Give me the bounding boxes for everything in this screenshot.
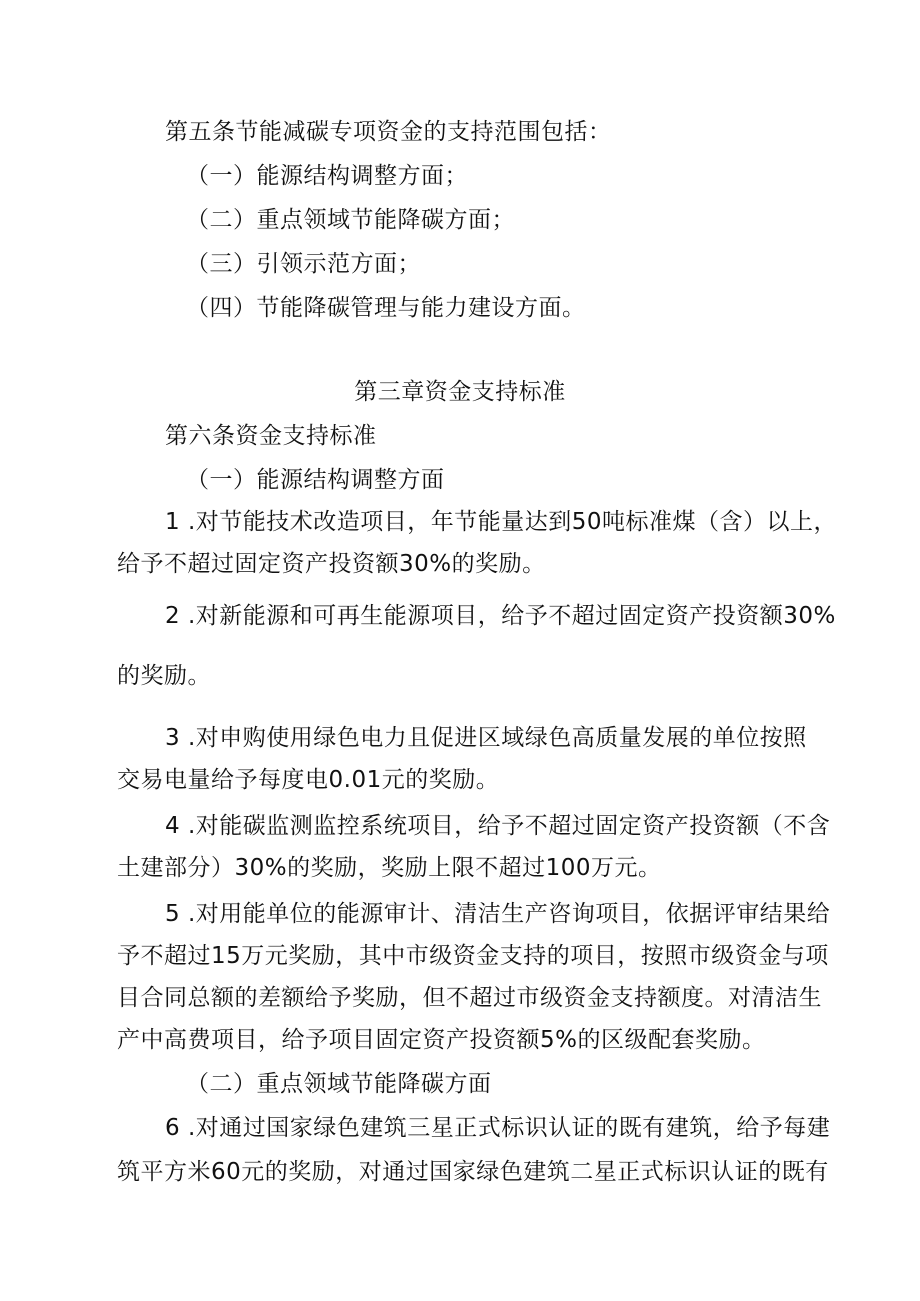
section2-title: （二）重点领域节能降碳方面 [186,1071,492,1097]
p3-line-1: 3 .对申购使用绿色电力且促进区域绿色高质量发展的单位按照 [165,725,807,751]
article5-item-1: （一）能源结构调整方面； [186,163,468,189]
p5-line-2: 予不超过15万元奖励，其中市级资金支持的项目，按照市级资金与项 [117,943,829,969]
chapter-title: 第三章资金支持标准 [354,379,566,405]
p3-line-2: 交易电量给予每度电0.01元的奖励。 [117,767,500,793]
p2-line-2: 的奖励。 [117,663,211,689]
section1-title: （一）能源结构调整方面 [186,467,445,493]
p5-line-4: 产中高费项目，给予项目固定资产投资额5%的区级配套奖励。 [117,1027,766,1053]
p6-line-2: 筑平方米60元的奖励，对通过国家绿色建筑二星正式标识认证的既有 [117,1159,829,1185]
p2-line-1: 2 .对新能源和可再生能源项目，给予不超过固定资产投资额30% [165,603,836,629]
article5-item-2: （二）重点领域节能降碳方面； [186,207,515,233]
p5-line-3: 目合同总额的差额给予奖励，但不超过市级资金支持额度。对清洁生 [117,985,822,1011]
article5-item-4: （四）节能降碳管理与能力建设方面。 [186,295,586,321]
article5-heading: 第五条节能减碳专项资金的支持范围包括： [165,119,612,145]
p1-line-2: 给予不超过固定资产投资额30%的奖励。 [117,551,546,577]
article6-heading: 第六条资金支持标准 [165,423,377,449]
p1-line-1: 1 .对节能技术改造项目，年节能量达到50吨标准煤（含）以上， [165,509,838,535]
p5-line-1: 5 .对用能单位的能源审计、清洁生产咨询项目，依据评审结果给 [165,901,831,927]
p4-line-2: 土建部分）30%的奖励，奖励上限不超过100万元。 [117,855,662,881]
p6-line-1: 6 .对通过国家绿色建筑三星正式标识认证的既有建筑，给予每建 [165,1115,831,1141]
p4-line-1: 4 .对能碳监测监控系统项目，给予不超过固定资产投资额（不含 [165,813,831,839]
article5-item-3: （三）引领示范方面； [186,251,421,277]
